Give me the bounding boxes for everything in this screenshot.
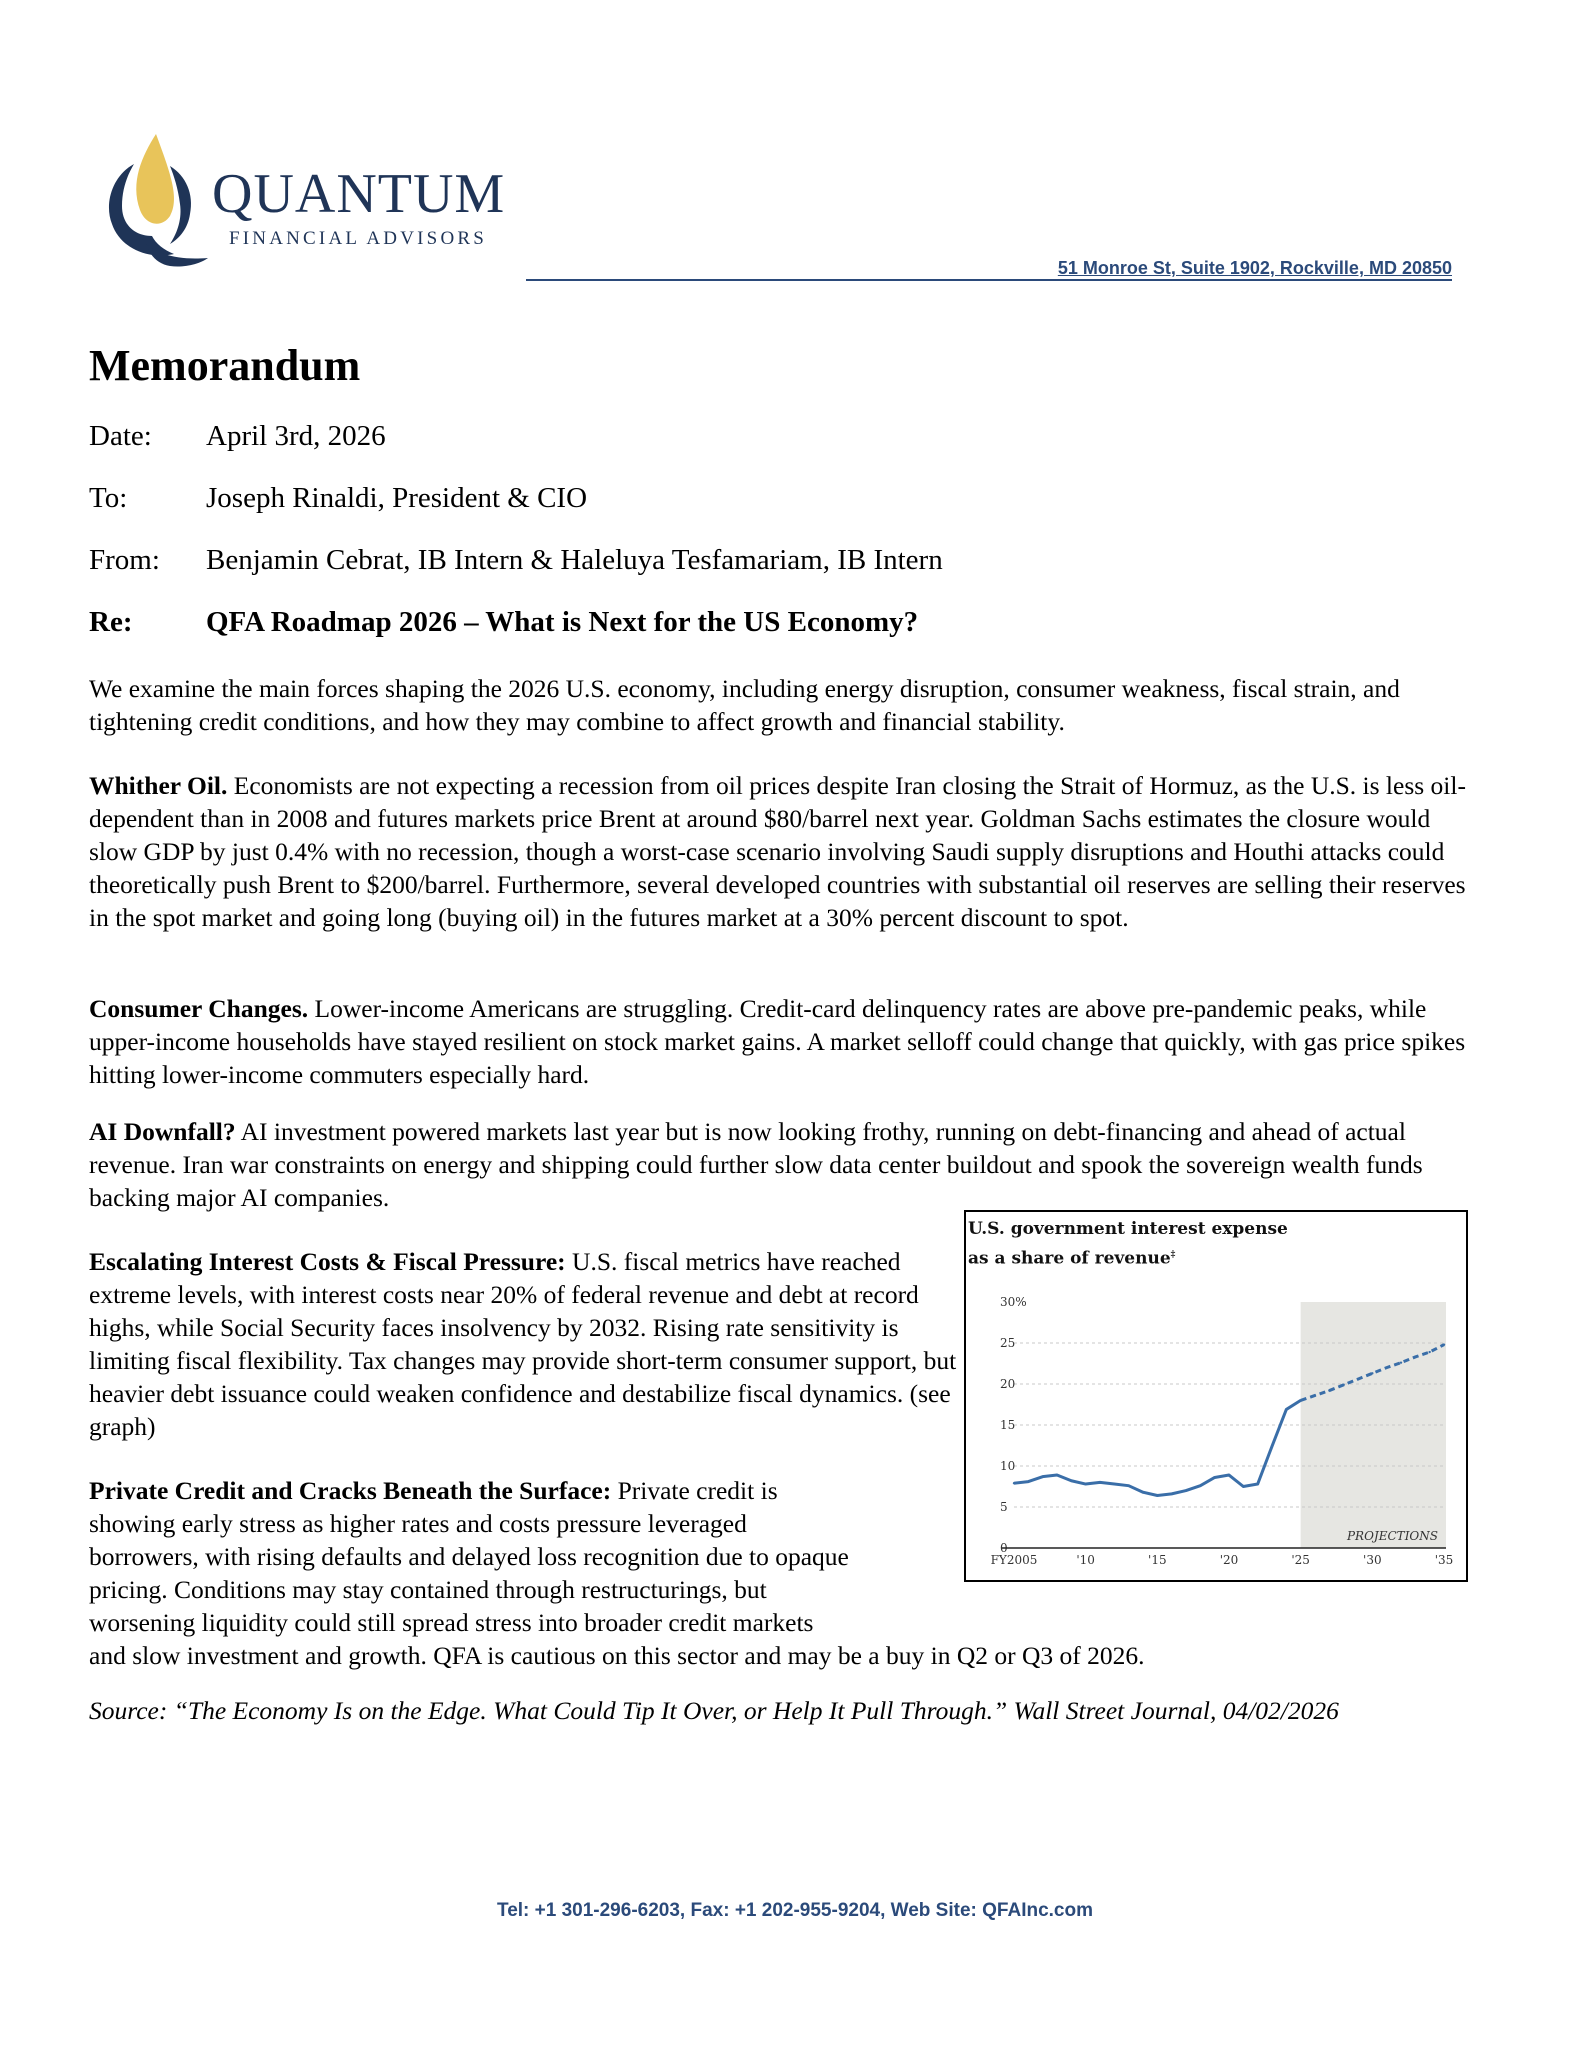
y-tick-label: 10 xyxy=(1000,1459,1016,1473)
re-value: QFA Roadmap 2026 – What is Next for the US Economy? xyxy=(206,606,919,638)
credit-text-line: Private credit is xyxy=(611,1476,778,1505)
actual-data-point xyxy=(1256,1483,1258,1485)
company-logo xyxy=(104,132,524,272)
to-label: To: xyxy=(89,482,128,514)
re-label: Re: xyxy=(89,606,133,638)
actual-data-point xyxy=(1185,1489,1187,1491)
actual-data-point xyxy=(1113,1483,1115,1485)
x-tick-label: FY2005 xyxy=(990,1553,1038,1567)
credit-text-line: showing early stress as higher rates and costs pressure leveraged xyxy=(89,1509,747,1538)
memo-date-row xyxy=(89,420,386,453)
credit-text-line: and slow investment and growth. QFA is cautious on this sector and may be a buy in Q2 or Q3 of 2026. xyxy=(89,1641,1145,1670)
actual-data-point xyxy=(1199,1484,1201,1486)
interest-expense-chart xyxy=(964,1210,1468,1582)
actual-data-point xyxy=(1099,1481,1101,1483)
interest-heading: Escalating Interest Costs & Fiscal Pressure: xyxy=(89,1247,566,1276)
ai-text: AI investment powered markets last year but is now looking frothy, running on debt-financing and ahead of actual revenue. Iran war constraints on energy and shipping could further slow data center buildout and spook the sovereign wealth funds backing major AI companies. xyxy=(89,1117,1423,1212)
ai-heading: AI Downfall? xyxy=(89,1117,236,1146)
projected-data-point xyxy=(1342,1384,1344,1386)
actual-data-point xyxy=(1056,1474,1058,1476)
projected-data-point xyxy=(1443,1343,1445,1345)
consumer-paragraph xyxy=(89,992,1479,1091)
x-tick-label: '30 xyxy=(1363,1553,1382,1567)
actual-data-point xyxy=(1070,1480,1072,1482)
y-tick-label: 0 xyxy=(1000,1541,1008,1555)
chart-plot xyxy=(966,1212,1466,1580)
actual-data-point xyxy=(1013,1482,1015,1484)
memo-to-row xyxy=(89,482,587,515)
projected-data-point xyxy=(1385,1366,1387,1368)
credit-text-line: borrowers, with rising defaults and delayed loss recognition due to opaque xyxy=(89,1542,849,1571)
projected-data-point xyxy=(1299,1399,1301,1401)
quantum-q-emblem-icon xyxy=(104,132,216,272)
intro-paragraph: We examine the main forces shaping the 2026 U.S. economy, including energy disruption, consumer weakness, fiscal strain, and tightening credit conditions, and how they may combine to affect growth and financial stability. xyxy=(89,674,1400,736)
credit-heading: Private Credit and Cracks Beneath the Surface: xyxy=(89,1476,612,1505)
credit-text-line: worsening liquidity could still spread stress into broader credit markets xyxy=(89,1608,814,1637)
projected-data-point xyxy=(1371,1372,1373,1374)
interest-paragraph xyxy=(89,1245,969,1443)
company-subtitle: FINANCIAL ADVISORS xyxy=(229,228,487,249)
actual-data-point xyxy=(1142,1491,1144,1493)
actual-data-point xyxy=(1156,1494,1158,1496)
projected-data-point xyxy=(1414,1356,1416,1358)
to-value: Joseph Rinaldi, President & CIO xyxy=(206,482,588,514)
actual-data-point xyxy=(1170,1493,1172,1495)
x-tick-label: '35 xyxy=(1434,1553,1454,1567)
projected-data-point xyxy=(1328,1389,1330,1391)
chart-title-line1: U.S. government interest expense xyxy=(968,1219,1288,1239)
source-citation: Source: “The Economy Is on the Edge. What Could Tip It Over, or Help It Pull Through.” Wall Street Journal, 04/02/2026 xyxy=(89,1696,1339,1725)
credit-text-line: pricing. Conditions may stay contained through restructurings, but xyxy=(89,1575,767,1604)
x-tick-label: '10 xyxy=(1076,1553,1095,1567)
projected-data-point xyxy=(1357,1378,1359,1380)
date-label: Date: xyxy=(89,420,152,452)
memo-re-row xyxy=(89,606,918,639)
actual-data-point xyxy=(1027,1480,1029,1482)
actual-data-point xyxy=(1041,1475,1043,1477)
actual-data-point xyxy=(1242,1485,1244,1487)
chart-title-mark: ‡ xyxy=(1170,1250,1176,1260)
date-value: April 3rd, 2026 xyxy=(206,420,386,452)
footer-contact: Tel: +1 301-296-6203, Fax: +1 202-955-9204, Web Site: QFAInc.com xyxy=(497,1900,1093,1921)
oil-paragraph xyxy=(89,769,1479,934)
actual-data-point xyxy=(1285,1408,1287,1410)
actual-data-point xyxy=(1213,1476,1215,1478)
from-label: From: xyxy=(89,544,160,576)
consumer-text: Lower-income Americans are struggling. Credit-card delinquency rates are above pre-pandemic peaks, while upper-income households have stayed resilient on stock market gains. A market selloff could change that quickly, with gas price spikes hitting lower-income commuters especially hard. xyxy=(89,994,1466,1089)
memo-title: Memorandum xyxy=(89,341,361,390)
company-name: QUANTUM xyxy=(212,163,506,225)
x-tick-label: '25 xyxy=(1291,1553,1310,1567)
projection-label: PROJECTIONS xyxy=(1346,1529,1438,1543)
oil-text: Economists are not expecting a recession from oil prices despite Iran closing the Strait of Hormuz, as the U.S. is less oil-dependent than in 2008 and futures markets price Brent at around $80/barrel next year. Goldman Sachs estimates the closure would slow GDP by just 0.4% with no recession, though a worst-case scenario involving Saudi supply disruptions and Houthi attacks could theoretically push Brent to $200/barrel. Furthermore, several developed countries with substantial oil reserves are selling their reserves in the spot market and going long (buying oil) in the futures market at a 30% percent discount to spot. xyxy=(89,771,1466,932)
interest-text: U.S. fiscal metrics have reached extreme levels, with interest costs near 20% of federal revenue and debt at record highs, while Social Security faces insolvency by 2032. Rising rate sensitivity is limiting fiscal flexibility. Tax changes may provide short-term consumer support, but heavier debt issuance could weaken confidence and destabilize fiscal dynamics. (see graph) xyxy=(89,1247,957,1441)
x-tick-label: '15 xyxy=(1148,1553,1167,1567)
actual-data-point xyxy=(1127,1484,1129,1486)
oil-heading: Whither Oil. xyxy=(89,771,228,800)
memo-from-row xyxy=(89,544,943,577)
company-address: 51 Monroe St, Suite 1902, Rockville, MD 20850 xyxy=(1057,258,1452,278)
chart-title-line2: as a share of revenue xyxy=(968,1248,1171,1269)
projected-data-point xyxy=(1314,1394,1316,1396)
y-tick-label: 30% xyxy=(1000,1295,1027,1309)
y-tick-label: 25 xyxy=(1000,1336,1016,1350)
x-tick-label: '20 xyxy=(1219,1553,1239,1567)
projected-data-point xyxy=(1400,1361,1402,1363)
actual-data-point xyxy=(1271,1445,1273,1447)
y-tick-label: 20 xyxy=(1000,1377,1016,1391)
consumer-heading: Consumer Changes. xyxy=(89,994,309,1023)
actual-series-line xyxy=(1014,1400,1301,1495)
letterhead-divider xyxy=(526,279,1452,281)
actual-data-point xyxy=(1084,1483,1086,1485)
y-tick-label: 5 xyxy=(1000,1500,1008,1514)
actual-data-point xyxy=(1228,1474,1230,1476)
y-tick-label: 15 xyxy=(1000,1418,1016,1432)
ai-paragraph xyxy=(89,1115,1479,1214)
projected-data-point xyxy=(1428,1351,1430,1353)
from-value: Benjamin Cebrat, IB Intern & Haleluya Tesfamariam, IB Intern xyxy=(206,544,943,576)
